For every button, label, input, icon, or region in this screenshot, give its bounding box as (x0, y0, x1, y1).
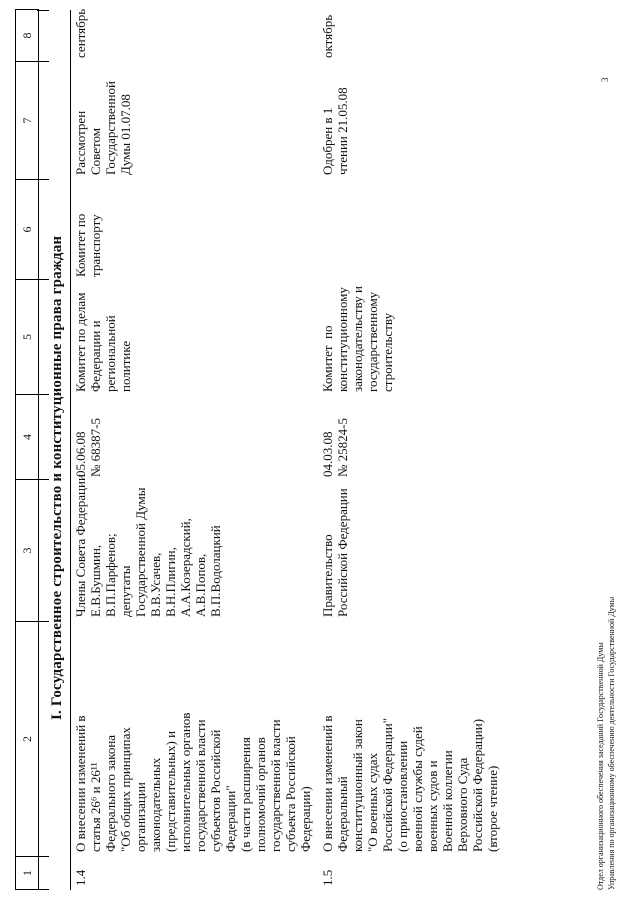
column-header-7: 7 (16, 61, 38, 179)
row-1-4-committee: Комитет по делам Федерации и региональной политике (73, 292, 133, 392)
footer-line-1: Отдел организационного обеспечения заседаний Государственной Думы (596, 642, 605, 890)
col-divider (37, 279, 49, 280)
row-1-4-co-committee: Комитет по транспорту (73, 213, 103, 277)
col-divider (37, 10, 49, 11)
row-1-4-initiator: Члены Совета Федерации Е.В.Бушмин, В.П.Парфенов; депутаты Государственной Думы В.В.Усачев, В.Н.Плигин, А.А.Козерадский, А.В.Попов, В.П.Водолацкий (73, 474, 223, 617)
row-1-5-initiator: Правительство Российской Федерации (320, 488, 350, 617)
row-1-4-status: Рассмотрен Советом Государственной Думы 01.07.08 (73, 80, 133, 175)
row-1-4-number: 1.4 (73, 869, 88, 886)
row-1-5-month: октябрь (320, 14, 335, 58)
col-divider (37, 394, 49, 395)
row-1-4-title: О внесении изменений в статья 26⁶ и 26¹¹ Федерального закона "Об общих принципах организации законодательных (представительных) и исполнительных органов государственной власти субъектов Российской Федерации" (в части расширения полномочий органов государственной власти субъекта Российской Федерации) (73, 712, 313, 852)
column-header-2: 2 (16, 621, 38, 856)
column-header-3: 3 (16, 479, 38, 621)
column-header-4: 4 (16, 394, 38, 479)
column-header-row (15, 9, 39, 890)
row-1-5-committee: Комитет по конституционному законодательству и государственному строительству (320, 286, 395, 392)
row-1-4-month: сентябрь (73, 8, 88, 58)
row-1-5-number: 1.5 (320, 869, 335, 886)
footer-line-2: Управления по организационному обеспечению деятельности Государственной Думы (607, 596, 616, 890)
section-title: I. Государственное строительство и конституционные права граждан (49, 235, 65, 720)
page-number: 3 (600, 77, 610, 82)
column-header-8: 8 (16, 9, 38, 61)
row-1-5-title: О внесении изменений в Федеральный конституционный закон "О военных судах Российской Федерации" (о приостановлении военной службы судей военных судов и Военной коллегии Верховного Суда Российской Федерации) (второе чтение) (320, 715, 500, 852)
col-divider (37, 179, 49, 180)
column-header-1: 1 (16, 856, 38, 889)
col-divider (37, 479, 49, 480)
column-header-6: 6 (16, 179, 38, 279)
col-divider (37, 61, 49, 62)
row-1-5-date: 04.03.08 № 25824-5 (320, 418, 350, 477)
row-1-4-date: 05.06.08 № 68387-5 (73, 418, 103, 477)
column-header-5: 5 (16, 279, 38, 394)
row-1-5-status: Одобрен в 1 чтении 21.05.08 (320, 87, 350, 175)
section-divider (70, 10, 71, 890)
col-divider (37, 621, 49, 622)
col-divider (37, 856, 49, 857)
col-divider (37, 889, 49, 890)
